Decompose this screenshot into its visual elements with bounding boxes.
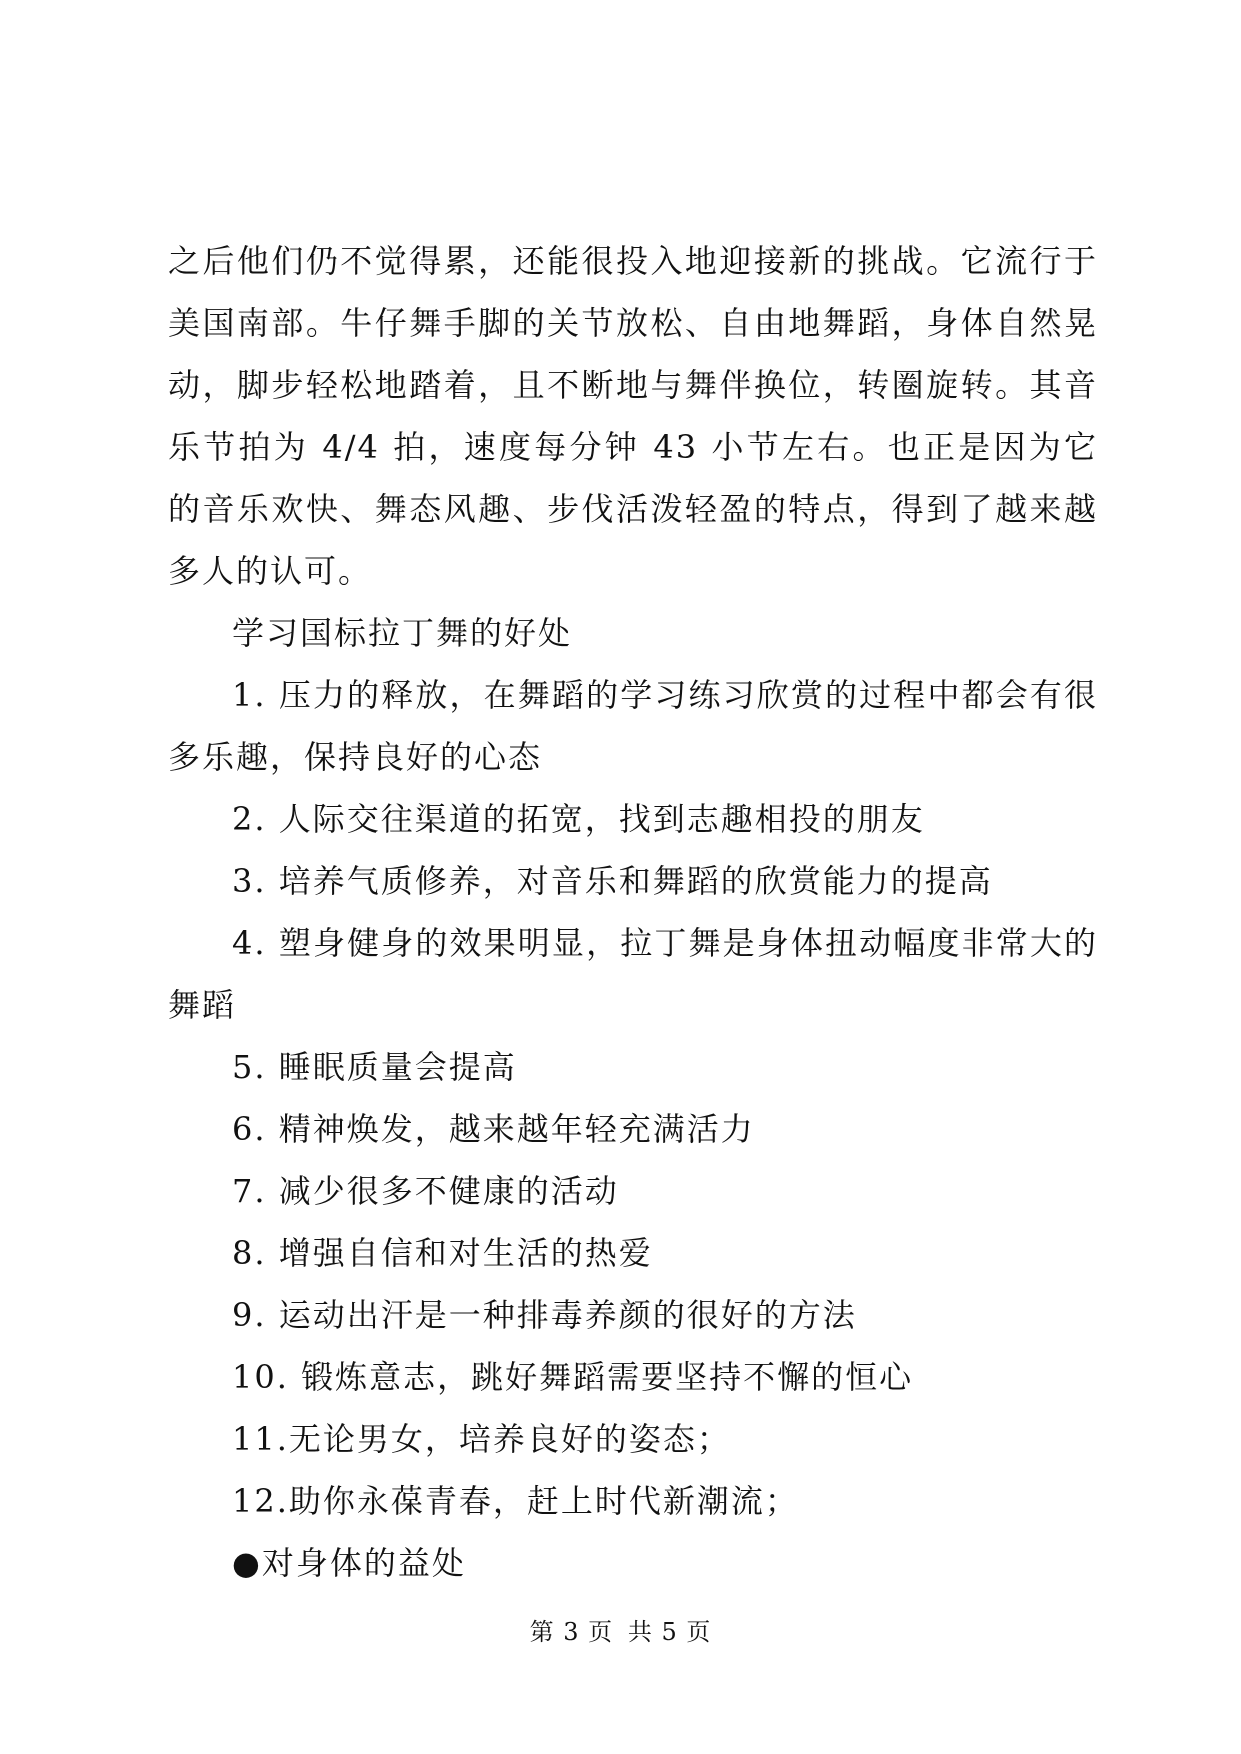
page-total: 共 5 页 (627, 1618, 712, 1646)
benefit-item: 10. 锻炼意志，跳好舞蹈需要坚持不懈的恒心 (232, 1358, 914, 1396)
benefit-item: 3. 培养气质修养，对音乐和舞蹈的欣赏能力的提高 (232, 862, 993, 900)
benefit-item: 11.无论男女，培养良好的姿态； (232, 1420, 731, 1458)
benefit-item: 6. 精神焕发，越来越年轻充满活力 (232, 1110, 755, 1148)
benefit-item: 1. 压力的释放，在舞蹈的学习练习欣赏的过程中都会有很多乐趣，保持良好的心态 (168, 676, 1098, 776)
benefit-item: 12.助你永葆青春，赶上时代新潮流； (232, 1482, 799, 1520)
page-footer (0, 1612, 1241, 1647)
benefit-item: 2. 人际交往渠道的拓宽，找到志趣相投的朋友 (232, 800, 925, 838)
intro-paragraph: 之后他们仍不觉得累，还能很投入地迎接新的挑战。它流行于美国南部。牛仔舞手脚的关节放松、自由地舞蹈，身体自然晃动，脚步轻松地踏着，且不断地与舞伴换位，转圈旋转。其音乐节拍为 4/4 拍，速度每分钟 43 小节左右。也正是因为它的音乐欢快、舞态风趣、步伐活泼轻盈的特点，得到了越来越多人的认可。 (168, 242, 1098, 590)
benefit-item: 5. 睡眠质量会提高 (232, 1048, 517, 1086)
benefit-item: 7. 减少很多不健康的活动 (232, 1172, 619, 1210)
bullet-heading: ●对身体的益处 (232, 1544, 466, 1582)
benefit-item: 9. 运动出汗是一种排毒养颜的很好的方法 (232, 1296, 857, 1334)
benefit-item: 8. 增强自信和对生活的热爱 (232, 1234, 653, 1272)
page-number: 第 3 页 (529, 1618, 614, 1646)
section-heading: 学习国标拉丁舞的好处 (232, 614, 573, 652)
document-body (168, 230, 1098, 1594)
benefit-item: 4. 塑身健身的效果明显，拉丁舞是身体扭动幅度非常大的舞蹈 (168, 924, 1098, 1024)
